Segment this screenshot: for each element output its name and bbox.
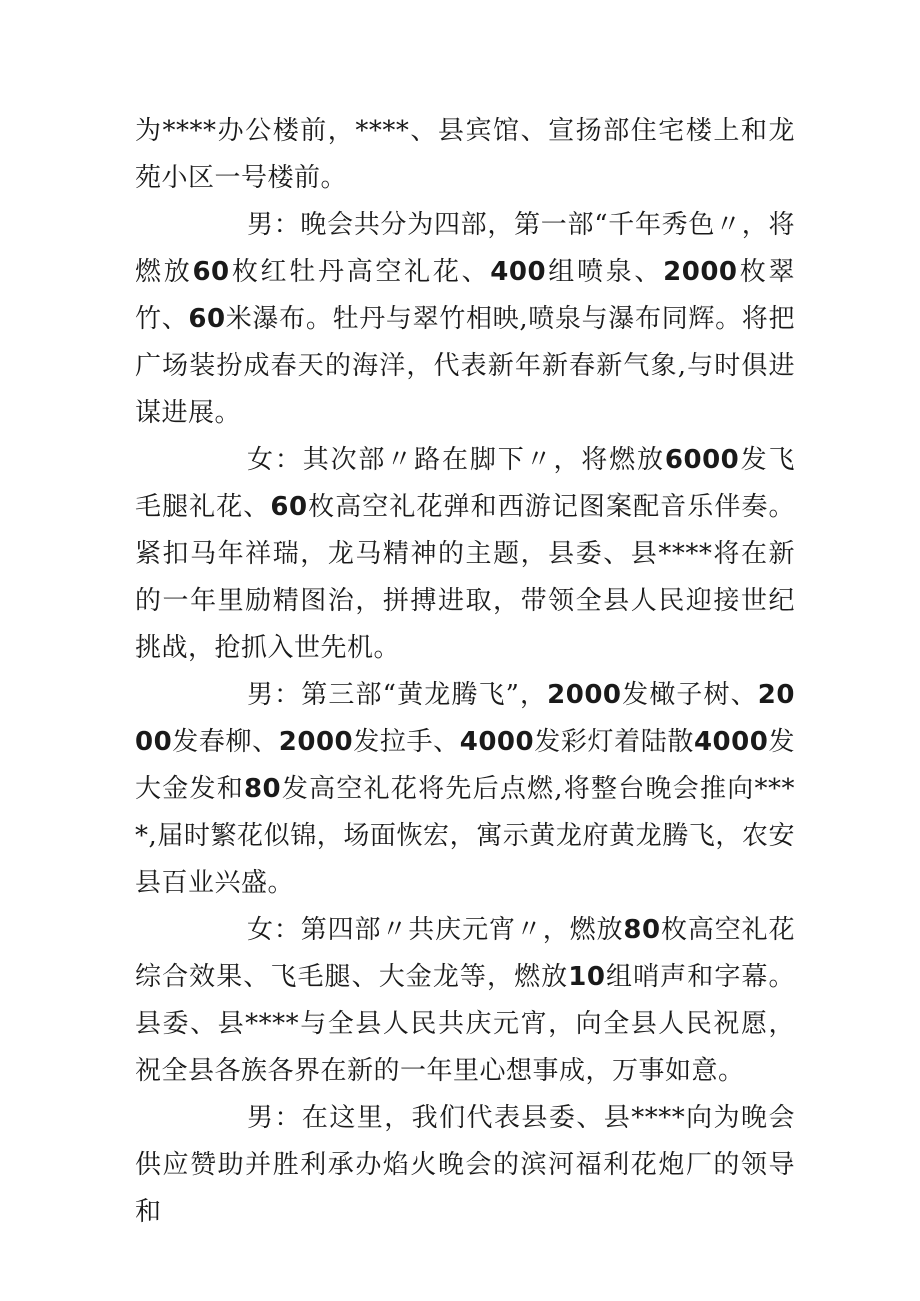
numeral: 4000 — [459, 727, 535, 757]
numeral: 10 — [568, 962, 606, 992]
paragraph-6: 男：在这里，我们代表县委、县****向为晚会供应赞助并胜利承办焰火晚会的滨河福利花炮厂的领导和 — [135, 1103, 795, 1227]
paragraph-2: 男：晚会共分为四部，第一部“千年秀色〃，将燃放60枚红牡丹高空礼花、400组喷泉、2000枚翠竹、60米瀑布。牡丹与翠竹相映,喷泉与瀑布同辉。将把广场装扮成春天的海洋，代表新年新春新气象,与时俱进谋进展。 — [135, 210, 795, 428]
numeral: 60 — [270, 492, 308, 522]
paragraph-3: 女：其次部〃路在脚下〃，将燃放6000发飞毛腿礼花、60枚高空礼花弹和西游记图案配音乐伴奏。紧扣马年祥瑞，龙马精神的主题，县委、县****将在新的一年里励精图治，拼搏进取，带领全县人民迎接世纪挑战，抢抓入世先机。 — [135, 445, 795, 663]
numeral: 2000 — [135, 680, 795, 757]
numeral: 2000 — [663, 257, 738, 287]
numeral: 6000 — [664, 445, 740, 475]
numeral: 80 — [623, 915, 661, 945]
numeral: 80 — [243, 774, 282, 804]
numeral: 60 — [188, 304, 226, 334]
numeral: 4000 — [693, 727, 769, 757]
numeral: 2000 — [547, 680, 622, 710]
paragraph-4: 男：第三部“黄龙腾飞”，2000发橄子树、2000发春柳、2000发拉手、4000发彩灯着陆散4000发大金发和80发高空礼花将先后点燃,将整台晚会推向****,届时繁花似锦，场面恢宏，寓示黄龙府黄龙腾飞，农安县百业兴盛。 — [135, 680, 795, 898]
numeral: 2000 — [278, 727, 354, 757]
numeral: 60 — [192, 257, 230, 287]
numeral: 400 — [490, 257, 547, 287]
document-body — [135, 108, 795, 1236]
paragraph-1: 为****办公楼前，****、县宾馆、宣扬部住宅楼上和龙苑小区一号楼前。 — [135, 116, 795, 193]
paragraph-5: 女：第四部〃共庆元宵〃，燃放80枚高空礼花综合效果、飞毛腿、大金龙等，燃放10组哨声和字幕。县委、县****与全县人民共庆元宵，向全县人民祝愿，祝全县各族各界在新的一年里心想事成，万事如意。 — [135, 915, 795, 1086]
